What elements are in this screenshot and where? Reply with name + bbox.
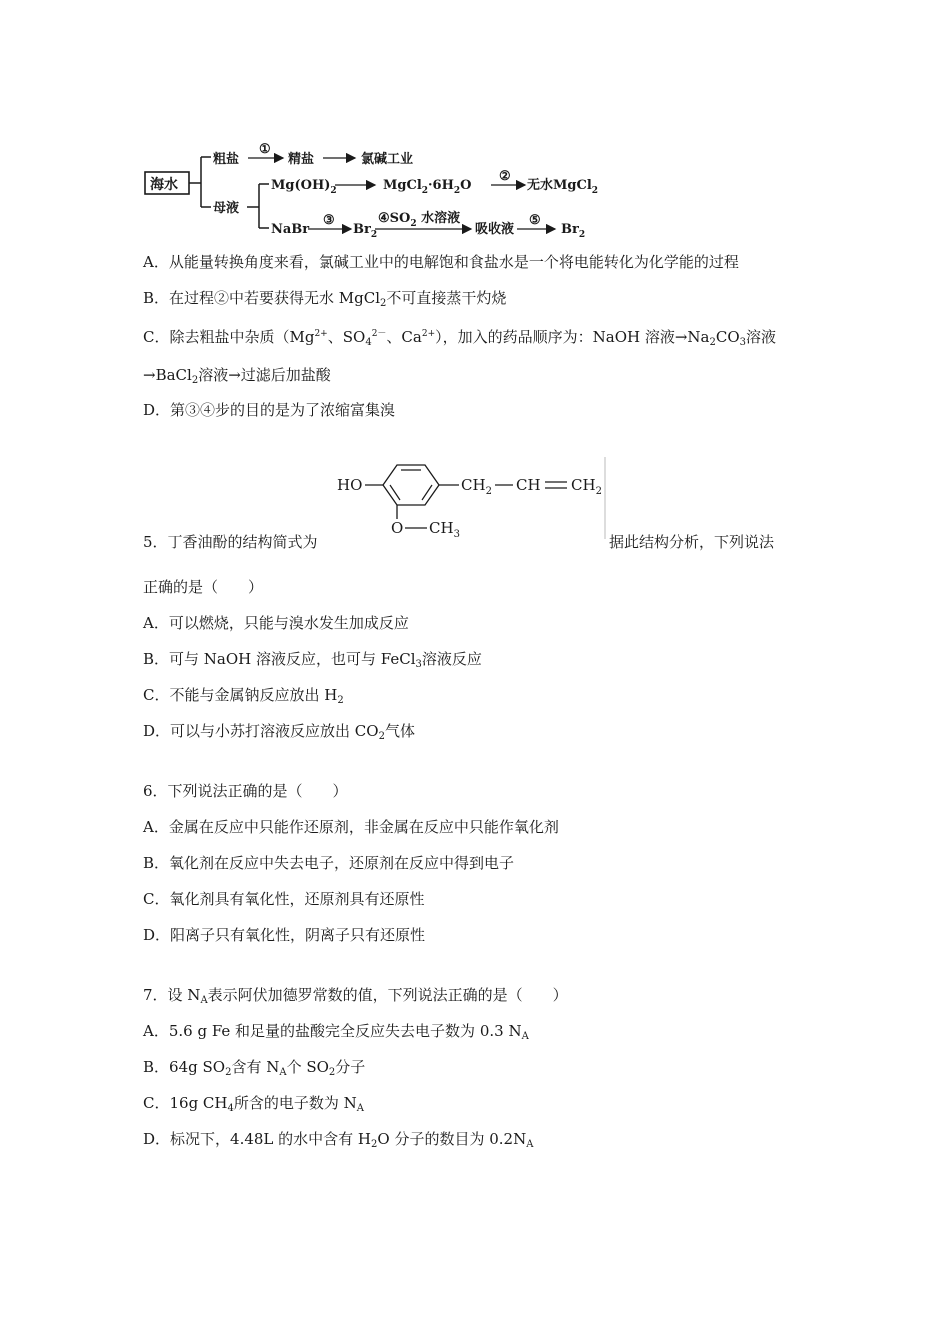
q6-stem: 6．下列说法正确的是（ ） <box>143 782 348 800</box>
crude-salt-label: 粗盐 <box>213 152 240 167</box>
step2-label: ② <box>499 169 511 184</box>
step4-label: $④SO_2$ 水溶液 <box>378 211 461 229</box>
q6-option-b: B．氧化剂在反应中失去电子，还原剂在反应中得到电子 <box>143 854 515 872</box>
seawater-process-diagram <box>143 136 613 240</box>
q7-option-a: A．5.6 g Fe 和足量的盐酸完全反应失去电子数为 0.3 $N_A$ <box>143 1022 529 1042</box>
step3-label: ③ <box>323 213 335 228</box>
q5-option-d: D．可以与小苏打溶液反应放出 $CO_2$气体 <box>143 722 415 742</box>
q5-stem-continued: 正确的是（ ） <box>143 578 264 596</box>
br2-label-a: $Br_2$ <box>353 222 378 240</box>
absorption-label: 吸收液 <box>475 222 515 237</box>
nabr-label: NaBr <box>271 222 310 237</box>
q7-stem: 7．设 $N_A$表示阿伏加德罗常数的值，下列说法正确的是（ ） <box>143 986 568 1006</box>
q5-option-a: A．可以燃烧，只能与溴水发生加成反应 <box>143 614 409 632</box>
ch2-label-a: $CH_2$ <box>461 476 492 497</box>
refined-salt-label: 精盐 <box>288 152 315 167</box>
q5-stem-end: 据此结构分析，下列说法 <box>609 533 775 551</box>
q5-option-c: C．不能与金属钠反应放出 $H_2$ <box>143 686 344 706</box>
oxygen-label: O <box>391 519 404 537</box>
q4-option-a: A．从能量转换角度来看，氯碱工业中的电解饱和食盐水是一个将电能转化为化学能的过程 <box>143 253 739 271</box>
q7-option-c: C．16g $CH_4$所含的电子数为 $N_A$ <box>143 1094 365 1114</box>
br2-label-b: $Br_2$ <box>561 222 586 240</box>
ch2-label-b: $CH_2$ <box>571 476 602 497</box>
eugenol-structure <box>335 457 610 541</box>
q4-option-d: D．第③④步的目的是为了浓缩富集溴 <box>143 401 396 419</box>
mgoh2-label: $Mg(OH)_2$ <box>271 178 337 196</box>
hydroxyl-label: HO <box>337 476 363 494</box>
seawater-label: 海水 <box>150 177 178 193</box>
methyl-label: $CH_3$ <box>429 519 460 540</box>
step5-label: ⑤ <box>529 213 541 228</box>
mother-liquor-label: 母液 <box>213 201 240 216</box>
anhydrous-mgcl2-label: 无水MgCl$_2$ <box>527 178 599 196</box>
q4-option-b: B．在过程②中若要获得无水 MgCl$_2$不可直接蒸干灼烧 <box>143 289 507 309</box>
q5-stem-start: 5．丁香油酚的结构简式为 <box>143 533 318 551</box>
q5-option-b: B．可与 NaOH 溶液反应，也可与 FeCl$_3$溶液反应 <box>143 650 482 670</box>
q6-option-a: A．金属在反应中只能作还原剂，非金属在反应中只能作氧化剂 <box>143 818 559 836</box>
q4-option-c-continued: →BaCl$_2$溶液→过滤后加盐酸 <box>143 366 331 386</box>
step1-label: ① <box>259 142 271 157</box>
chlor-alkali-label: 氯碱工业 <box>361 152 414 167</box>
q6-option-d: D．阳离子只有氧化性，阴离子只有还原性 <box>143 926 426 944</box>
q6-option-c: C．氧化剂具有氧化性，还原剂具有还原性 <box>143 890 425 908</box>
q4-option-c: C．除去粗盐中杂质（$Mg^{2+}$、$SO_4^{2-}$、$Ca^{2+}$），加入的药品顺序为：NaOH 溶液$\to Na_2CO_3$溶液 <box>143 328 777 348</box>
mgcl2-hydrate-label: $MgCl_2\cdot 6H_2O$ <box>383 178 472 196</box>
ch-label: CH <box>516 476 541 494</box>
q7-option-d: D．标况下，4.48L 的水中含有 $H_2O$ 分子的数目为 $0.2N_A$ <box>143 1130 534 1150</box>
q7-option-b: B．64g $SO_2$含有 $N_A$个 $SO_2$分子 <box>143 1058 366 1078</box>
